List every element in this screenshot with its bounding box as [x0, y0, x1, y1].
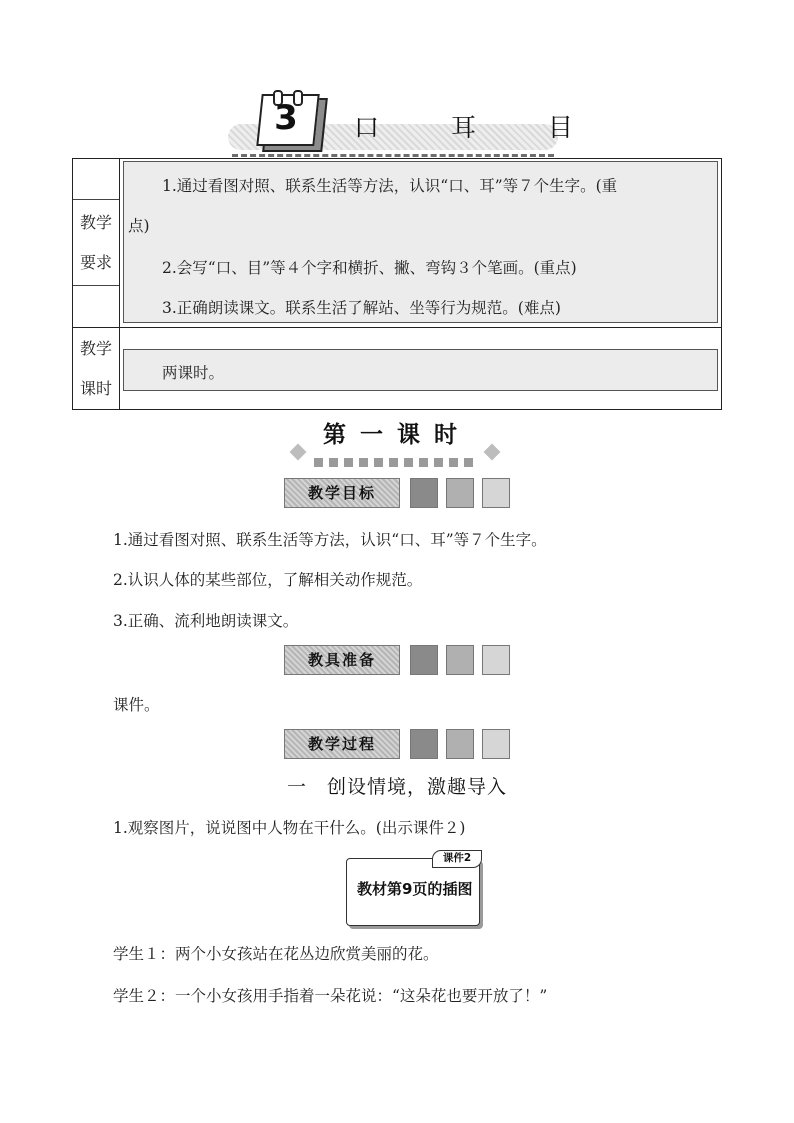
tag-square-dark [410, 478, 438, 508]
step-1: 1.观察图片，说说图中人物在干什么。(出示课件２) [113, 819, 466, 837]
table-row-divider [73, 327, 721, 328]
courseware-text: 教材第9页的插图 [357, 880, 473, 898]
tag-square-dark [410, 645, 438, 675]
label-divider-top [73, 199, 119, 200]
requirements-table [72, 158, 722, 410]
teaching-aids-text: 课件。 [113, 696, 160, 714]
tag-square-mid [446, 729, 474, 759]
teaching-aids-label: 教具准备 [284, 645, 400, 675]
courseware-frame [346, 858, 480, 926]
banner-dashed-line [232, 154, 554, 157]
tag-square-mid [446, 645, 474, 675]
tag-square-mid [446, 478, 474, 508]
student-2-answer: 学生２：一个小女孩用手指着一朵花说：“这朵花也要开放了！” [113, 987, 548, 1005]
teaching-goals-label: 教学目标 [284, 478, 400, 508]
section-dot-bar [314, 452, 479, 461]
lesson-title: 口 耳 目 [354, 113, 605, 142]
tag-square-light [482, 645, 510, 675]
goal-1: 1.通过看图对照、联系生活等方法，认识“口、耳”等７个生字。 [113, 531, 547, 549]
tag-square-light [482, 478, 510, 508]
requirement-1-continued: 点) [128, 217, 150, 235]
tag-square-light [482, 729, 510, 759]
goal-3: 3.正确、流利地朗读课文。 [113, 612, 299, 630]
label-divider-bottom [73, 285, 119, 286]
lesson-number: 3 [274, 98, 298, 138]
courseware-box [346, 852, 484, 928]
class-hours-label-line1: 教学 [79, 339, 112, 358]
requirement-3: 3.正确朗读课文。联系生活了解站、坐等行为规范。(难点) [162, 299, 561, 317]
part-heading: 一 创设情境，激趣导入 [286, 776, 507, 798]
requirements-box [123, 161, 718, 323]
requirement-1: 1.通过看图对照、联系生活等方法，认识“口、耳”等７个生字。(重 [162, 177, 618, 195]
requirements-label-line1: 教学 [79, 213, 112, 232]
student-1-answer: 学生１：两个小女孩站在花丛边欣赏美丽的花。 [113, 945, 439, 963]
requirement-2: 2.会写“口、目”等４个字和横折、撇、弯钩３个笔画。(重点) [162, 259, 577, 277]
section-title: 第一课时 [323, 422, 471, 448]
tag-square-dark [410, 729, 438, 759]
courseware-tag: 课件2 [432, 850, 482, 868]
class-hours-text: 两课时。 [162, 364, 225, 382]
calendar-icon [259, 90, 323, 148]
table-column-divider [119, 159, 120, 409]
class-hours-box [123, 349, 718, 391]
class-hours-label-line2: 课时 [79, 379, 112, 398]
requirements-label-line2: 要求 [79, 253, 112, 272]
teaching-process-label: 教学过程 [284, 729, 400, 759]
goal-2: 2.认识人体的某些部位，了解相关动作规范。 [113, 571, 423, 589]
